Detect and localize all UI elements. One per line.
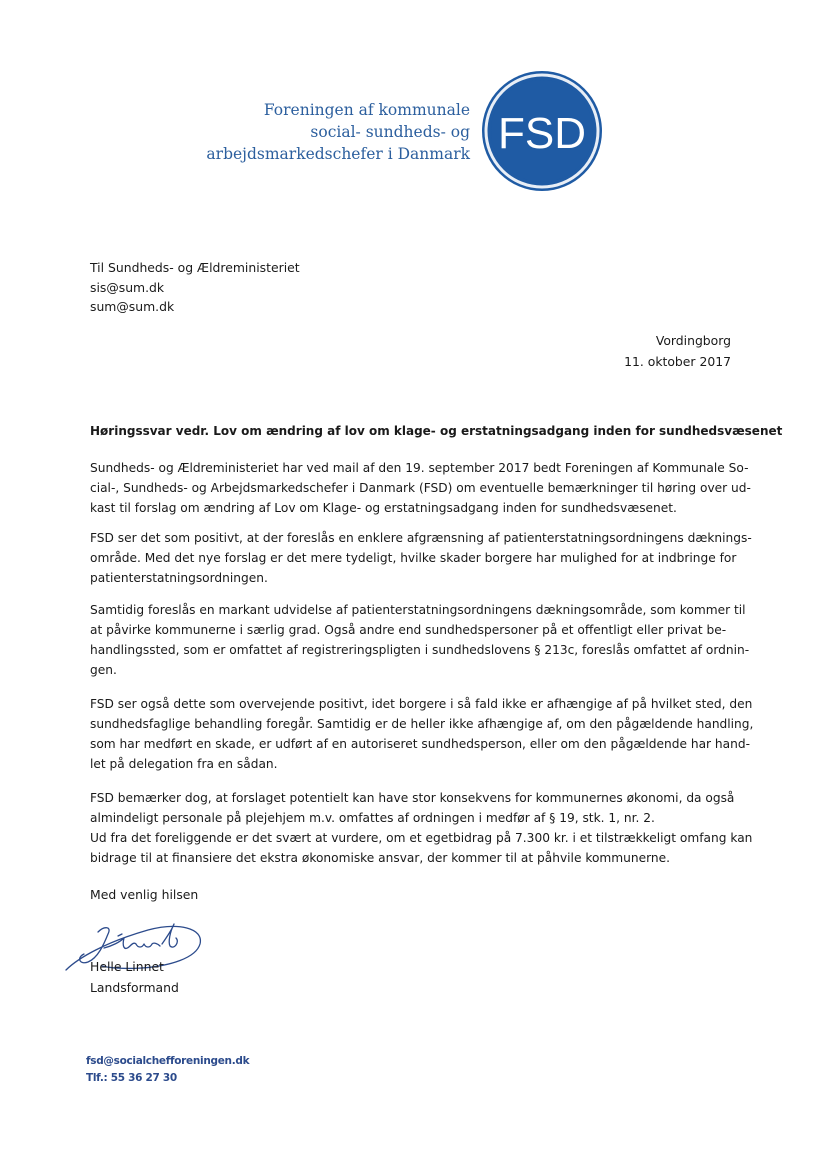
paragraph-line: FSD bemærker dog, at forslaget potentielt kan have stor konsekvens for kommunernes økonomi, da også	[90, 791, 735, 805]
paragraph-line: handlingssted, som er omfattet af registreringspligten i sundhedslovens § 213c, foreslås omfattet af ordnin-	[90, 643, 750, 657]
paragraph-line: gen.	[90, 663, 117, 677]
recipient-email: sis@sum.dk	[90, 279, 165, 295]
paragraph-line: kast til forslag om ændring af Lov om Klage- og erstatningsadgang inden for sundhedsvæsenet.	[90, 501, 677, 515]
footer-phone: Tlf.: 55 36 27 30	[86, 1072, 177, 1084]
org-name-line: social- sundheds- og	[310, 123, 470, 141]
paragraph	[90, 528, 752, 590]
paragraph-line: Sundheds- og Ældreministeriet har ved mail af den 19. september 2017 bedt Foreningen af Kommunale So-	[90, 461, 749, 475]
paragraph	[90, 694, 754, 776]
org-name-line: Foreningen af kommunale	[263, 101, 470, 119]
paragraph	[90, 600, 750, 682]
recipient-name: Til Sundheds- og Ældreministeriet	[90, 260, 300, 275]
paragraph-line: let på delegation fra en sådan.	[90, 757, 278, 771]
paragraph-line: område. Med det nye forslag er det mere tydeligt, hvilke skader borgere har mulighed for at indbringe for	[90, 551, 737, 565]
paragraph-line: almindeligt personale på plejehjem m.v. omfattes af ordningen i medfør af § 19, stk. 1, nr. 2.	[90, 811, 655, 825]
place: Vordingborg	[655, 333, 731, 348]
recipient-block	[90, 258, 300, 317]
closing-greeting: Med venlig hilsen	[90, 887, 199, 902]
paragraph-line: at påvirke kommunerne i særlig grad. Også andre end sundhedspersoner på et offentligt eller privat be-	[90, 623, 727, 637]
date: 11. oktober 2017	[624, 353, 731, 369]
signer-title: Landsformand	[90, 979, 179, 995]
footer-contact	[86, 1053, 249, 1087]
logo-text: FSD	[498, 109, 586, 158]
paragraph-line: patienterstatningsordningen.	[90, 571, 268, 585]
paragraph	[90, 788, 753, 868]
org-name	[206, 99, 470, 165]
paragraph-line: Ud fra det foreliggende er det svært at vurdere, om et egetbidrag på 7.300 kr. i et tilstrækkeligt omfang kan	[90, 831, 753, 845]
paragraph-line: cial-, Sundheds- og Arbejdsmarkedschefer i Danmark (FSD) om eventuelle bemærkninger til høring over ud-	[90, 481, 751, 495]
paragraph-line: sundhedsfaglige behandling foregår. Samtidig er de heller ikke afhængige af, om den pågældende handling,	[90, 717, 754, 731]
paragraph-line: FSD ser også dette som overvejende positivt, idet borgere i så fald ikke er afhængige af på hvilket sted, den	[90, 697, 753, 711]
org-name-line: arbejdsmarkedschefer i Danmark	[206, 145, 470, 163]
recipient-email: sum@sum.dk	[90, 299, 175, 314]
paragraph-line: bidrage til at finansiere det ekstra økonomiske ansvar, der kommer til at påhvile kommunerne.	[90, 851, 670, 865]
letter-body	[90, 458, 754, 868]
signer-block	[90, 957, 179, 998]
paragraph-line: FSD ser det som positivt, at der foreslås en enklere afgrænsning af patienterstatningsordningens dæknings-	[90, 531, 752, 545]
paragraph	[90, 458, 751, 520]
paragraph-line: Samtidig foreslås en markant udvidelse af patienterstatningsordningens dækningsområde, som kommer til	[90, 603, 746, 617]
signer-name: Helle Linnet	[90, 959, 164, 974]
fsd-logo	[481, 70, 603, 192]
subject-heading: Høringssvar vedr. Lov om ændring af lov om klage- og erstatningsadgang inden for sundhedsvæsenet	[90, 424, 783, 438]
footer-email: fsd@socialchefforeningen.dk	[86, 1055, 250, 1067]
paragraph-line: som har medført en skade, er udført af en autoriseret sundhedsperson, eller om den pågældende har hand-	[90, 737, 750, 751]
place-date-block	[624, 331, 731, 372]
